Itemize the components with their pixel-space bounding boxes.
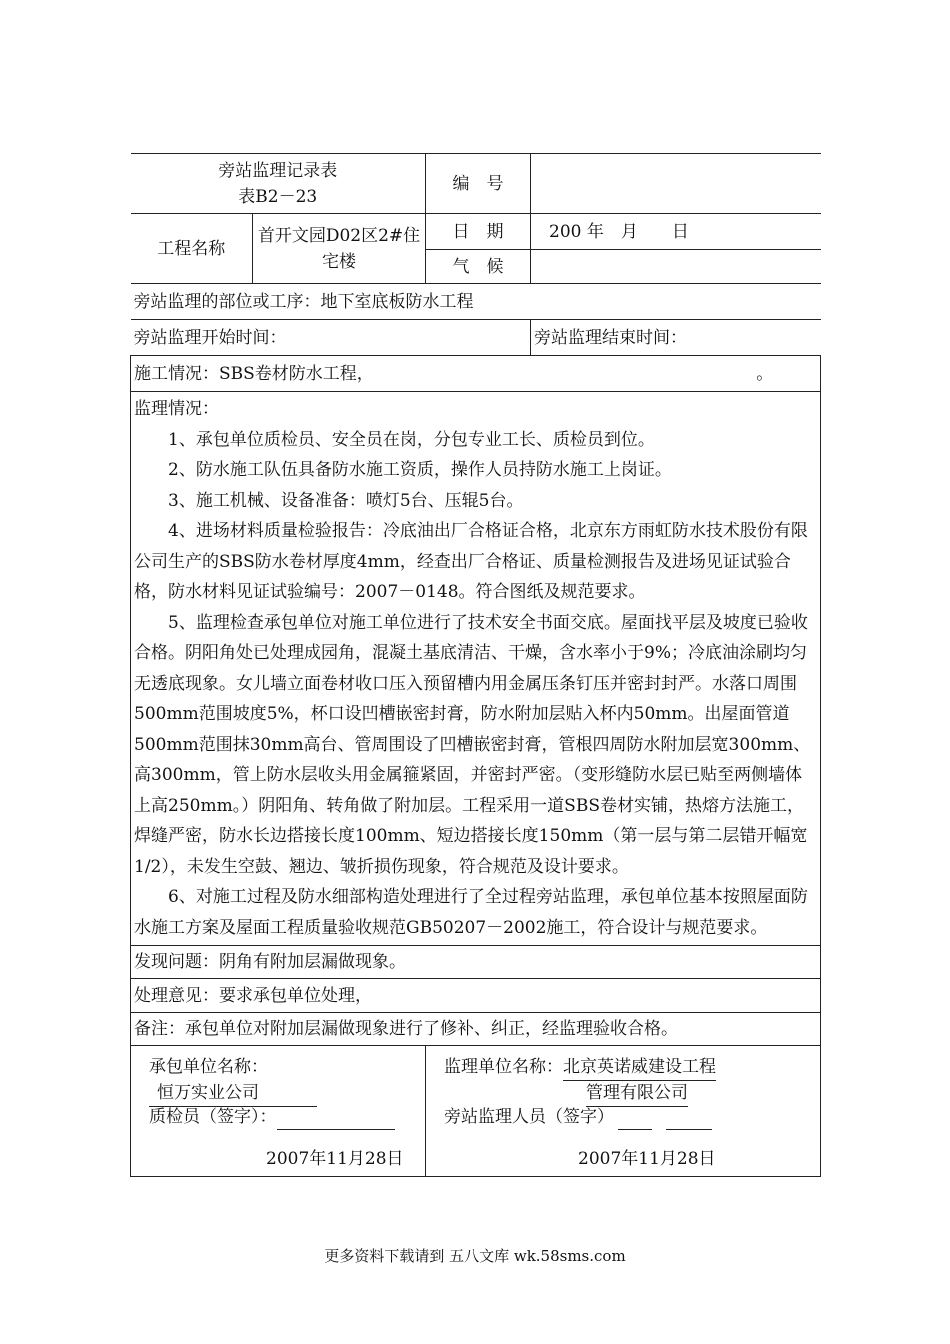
supervisor-cell: [426, 1046, 821, 1177]
number-value: [531, 154, 821, 214]
contractor-cell: [131, 1046, 426, 1177]
inspector-signature-line: [277, 1109, 395, 1130]
supervision-record-form: [130, 153, 821, 1177]
opinion-row: [131, 979, 821, 1013]
supervision-item: 6、对施工过程及防水细部构造处理进行了全过程旁站监理，承包单位基本按照屋面防水施工方案及屋面工程质量验收规范GB50207－2002施工，符合设计与规范要求。: [134, 887, 808, 938]
form-title-cell: [131, 154, 426, 214]
supervisor-name-line2: 管理有限公司: [586, 1080, 688, 1107]
supervisor-signature-line: [618, 1109, 652, 1130]
supervisor-name-label: 监理单位名称：: [444, 1057, 563, 1077]
number-label: 编 号: [426, 154, 531, 214]
project-date-row: [131, 214, 821, 250]
weather-value: [531, 250, 821, 284]
part-text: 旁站监理的部位或工序：地下室底板防水工程: [131, 284, 821, 320]
project-value: 首开文园D02区2#住宅楼: [253, 214, 426, 284]
remark-row: [131, 1013, 821, 1046]
construction-row: [131, 356, 821, 392]
contractor-name-value: 恒万实业公司: [149, 1080, 317, 1107]
opinion-text: 处理意见：要求承包单位处理，: [131, 979, 821, 1013]
supervisor-date: 2007年11月28日: [578, 1149, 716, 1169]
supervisor-name-line1: 北京英诺威建设工程: [563, 1054, 716, 1081]
header-row: [131, 154, 821, 214]
signature-row: [131, 1046, 821, 1177]
supervision-title: 监理情况：: [134, 399, 219, 419]
contractor-date: 2007年11月28日: [266, 1149, 404, 1169]
supervision-item: 2、防水施工队伍具备防水施工资质，操作人员持防水施工上岗证。: [168, 460, 672, 480]
problem-row: [131, 946, 821, 979]
form-code: 表B2－23: [238, 186, 318, 207]
form-title: 旁站监理记录表: [218, 160, 338, 181]
supervision-cell: [131, 392, 821, 946]
part-row: [131, 284, 821, 320]
date-label: 日 期: [426, 214, 531, 250]
weather-label: 气 候: [426, 250, 531, 284]
date-value: 200 年 月 日: [531, 214, 821, 250]
end-time: 旁站监理结束时间：: [531, 320, 821, 356]
footer-text: 更多资料下载请到 五八文库 wk.58sms.com: [324, 1247, 626, 1265]
supervision-item: 3、施工机械、设备准备：喷灯5台、压辊5台。: [168, 490, 524, 511]
supervision-item: 5、监理检查承包单位对施工单位进行了技术安全书面交底。屋面找平层及坡度已验收合格。阴阳角处已处理成园角，混凝土基底清洁、干燥，含水率小于9%；冷底油涂刷均匀无透底现象。女儿墙立面卷材收口压入预留槽内用金属压条钉压并密封封严。水落口周围500mm范围坡度5%，杯口设凹槽嵌密封膏，防水附加层贴入杯内50mm。出屋面管道500mm范围抹30mm高台、管周围设了凹槽嵌密封膏，管根四周防水附加层宽300mm、高300mm，管上防水层收头用金属箍紧固，并密封严密。（变形缝防水层已贴至两侧墙体上高250mm。）阴阳角、转角做了附加层。工程采用一道SBS卷材实铺，热熔方法施工，焊缝严密，防水长边搭接长度100mm、短边搭接长度150mm（第一层与第二层错开幅宽1/2），未发生空鼓、翘边、皱折损伤现象，符合规范及设计要求。: [134, 612, 811, 877]
supervision-item: 1、承包单位质检员、安全员在岗，分包专业工长、质检员到位。: [168, 429, 655, 450]
remark-text: 备注：承包单位对附加层漏做现象进行了修补、纠正，经监理验收合格。: [131, 1013, 821, 1046]
project-label: 工程名称: [131, 214, 253, 284]
start-time: 旁站监理开始时间：: [131, 320, 531, 356]
time-row: [131, 320, 821, 356]
supervisor-signature-line: [666, 1109, 712, 1130]
supervision-row: [131, 392, 821, 946]
contractor-name-label: 承包单位名称：: [149, 1057, 268, 1077]
problem-text: 发现问题：阴角有附加层漏做现象。: [131, 946, 821, 979]
supervision-item: 4、进场材料质量检验报告：冷底油出厂合格证合格，北京东方雨虹防水技术股份有限公司生产的SBS防水卷材厚度4mm，经查出厂合格证、质量检测报告及进场见证试验合格，防水材料见证试验编号：2007－0148。符合图纸及规范要求。: [134, 521, 808, 602]
inspector-label: 质检员（签字）：: [149, 1107, 277, 1127]
supervisor-person-label: 旁站监理人员（签字）: [444, 1107, 614, 1127]
construction-text: 施工情况：SBS卷材防水工程， 。: [131, 356, 821, 392]
